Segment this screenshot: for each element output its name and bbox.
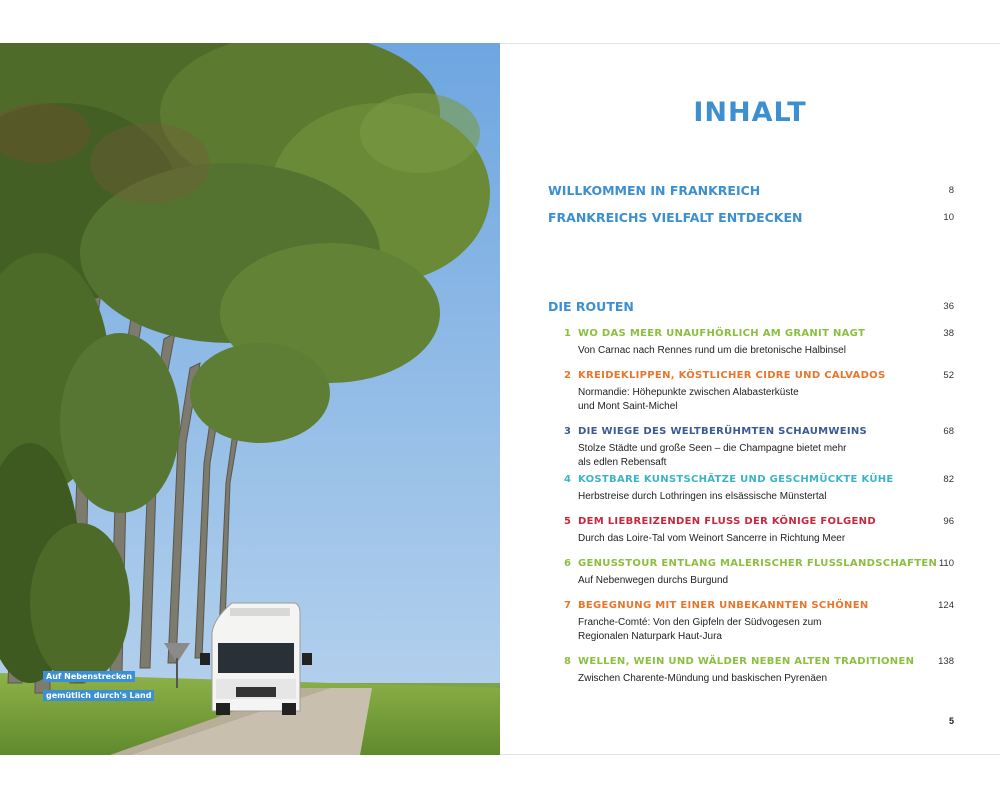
route-title: WO DAS MEER UNAUFHÖRLICH AM GRANIT NAGT [578,328,866,339]
route-subtitle-line: Herbstreise durch Lothringen ins elsässische Münstertal [578,491,827,502]
route-title: KREIDEKLIPPEN, KÖSTLICHER CIDRE UND CALVADOS [578,370,886,381]
toc-section-label: DIE ROUTEN [548,299,634,314]
toc-page-number: 36 [943,301,954,312]
toc-entry-willkommen[interactable] [548,183,954,198]
toc-page-number: 68 [943,426,954,437]
route-number: 7 [564,600,571,611]
route-subtitle-line: Stolze Städte und große Seen – die Champagne bietet mehr [578,443,847,454]
toc-page-number: 52 [943,370,954,381]
landscape-illustration [0,43,500,755]
route-subtitle-line: Von Carnac nach Rennes rund um die bretonische Halbinsel [578,345,846,356]
route-subtitle [578,672,888,686]
book-spread [0,43,1000,755]
route-number: 4 [564,474,571,485]
route-title: DEM LIEBREIZENDEN FLUSS DER KÖNIGE FOLGEND [578,516,876,527]
route-number: 6 [564,558,571,569]
toc-page-number: 38 [943,328,954,339]
route-number: 5 [564,516,571,527]
photo-caption-line: gemütlich durch's Land [43,690,154,701]
cover-photo [0,43,500,755]
route-title: BEGEGNUNG MIT EINER UNBEKANNTEN SCHÖNEN [578,600,869,611]
toc-page-number: 82 [943,474,954,485]
route-subtitle-line: Franche-Comté: Von den Gipfeln der Südvogesen zum [578,617,822,628]
route-subtitle [578,386,888,413]
toc-entry-label: WILLKOMMEN IN FRANKREICH [548,183,761,198]
route-subtitle-line: Durch das Loire-Tal vom Weinort Sancerre in Richtung Meer [578,533,846,544]
route-number: 8 [564,656,571,667]
route-subtitle [578,442,888,469]
route-number: 3 [564,426,571,437]
route-subtitle-line: als edlen Rebensaft [578,456,667,468]
route-subtitle [578,490,888,504]
route-subtitle [578,344,888,358]
toc-entry-vielfalt[interactable] [548,210,954,225]
photo-caption [43,664,152,702]
photo-caption-line: Auf Nebenstrecken [43,671,135,682]
page-folio: 5 [948,716,954,726]
toc-page-number: 138 [938,656,954,667]
route-subtitle [578,574,888,588]
route-title: WELLEN, WEIN UND WÄLDER NEBEN ALTEN TRADITIONEN [578,656,915,667]
route-subtitle [578,616,888,643]
route-title: DIE WIEGE DES WELTBERÜHMTEN SCHAUMWEINS [578,426,868,437]
toc-page-number: 96 [943,516,954,527]
route-subtitle-line: Regionalen Naturpark Haut-Jura [578,630,722,642]
route-title: GENUSSTOUR ENTLANG MALERISCHER FLUSSLANDSCHAFTEN [578,558,938,569]
route-subtitle-line: Auf Nebenwegen durchs Burgund [578,575,729,586]
toc-page-number: 8 [948,185,954,196]
toc-page-number: 124 [938,600,954,611]
motorhome-shape [200,603,312,715]
route-subtitle-line: Zwischen Charente-Mündung und baskischen Pyrenäen [578,673,828,684]
route-subtitle [578,532,888,546]
toc-title: INHALT [693,97,807,128]
toc-page-number: 10 [943,212,954,223]
route-number: 2 [564,370,571,381]
route-title: KOSTBARE KUNSTSCHÄTZE UND GESCHMÜCKTE KÜHE [578,474,894,485]
toc-page-number: 110 [938,558,954,569]
route-subtitle-line: und Mont Saint-Michel [578,400,678,412]
route-subtitle-line: Normandie: Höhepunkte zwischen Alabasterküste [578,387,799,398]
route-number: 1 [564,328,571,339]
toc-entry-label: FRANKREICHS VIELFALT ENTDECKEN [548,210,803,225]
toc-section-routen[interactable] [548,299,954,314]
toc-page [500,43,1000,755]
